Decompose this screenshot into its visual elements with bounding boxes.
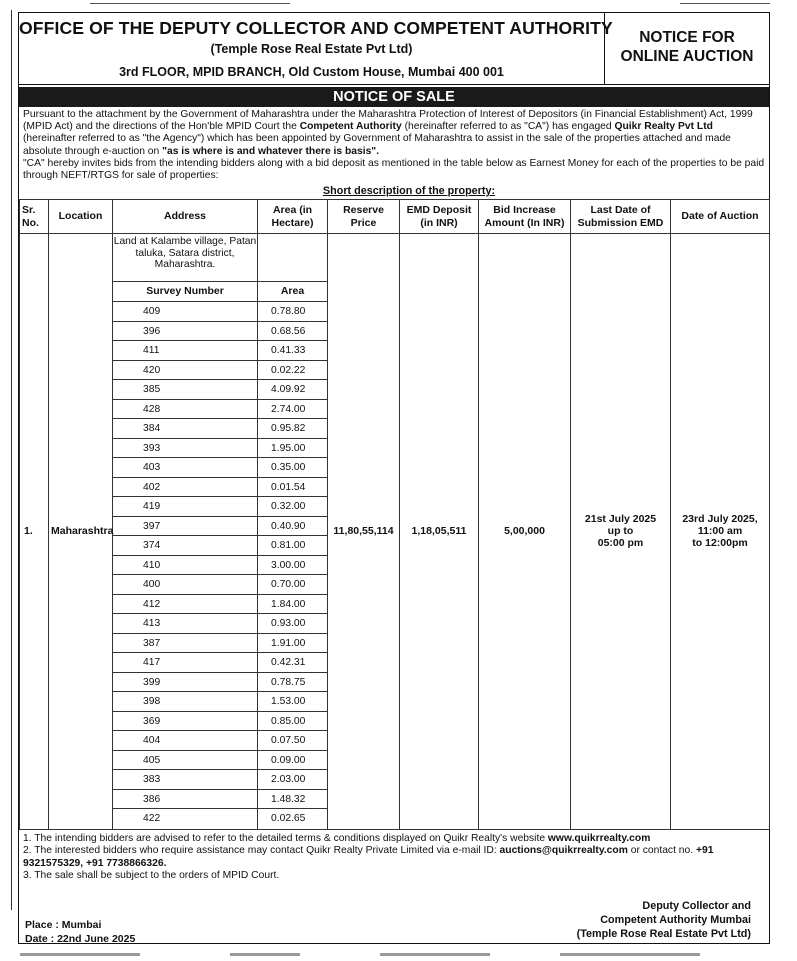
survey-number-list bbox=[113, 302, 257, 829]
bottom-clipped-strip bbox=[0, 953, 797, 957]
col-location: Location bbox=[49, 200, 113, 234]
office-address: 3rd FLOOR, MPID BRANCH, Old Custom House, Mumbai 400 001 bbox=[119, 65, 504, 79]
survey-number: 398 bbox=[113, 692, 257, 712]
area-spacer bbox=[258, 234, 327, 282]
survey-number: 410 bbox=[113, 556, 257, 576]
survey-number: 419 bbox=[113, 497, 257, 517]
survey-number: 411 bbox=[113, 341, 257, 361]
clipped-rule bbox=[680, 0, 770, 4]
top-clipped-strip bbox=[0, 0, 797, 8]
signatory-line: (Temple Rose Real Estate Pvt Ltd) bbox=[576, 928, 751, 940]
cell-auction-date bbox=[671, 234, 770, 829]
survey-area: 0.41.33 bbox=[258, 341, 327, 361]
intro-bold: Quikr Realty Pvt Ltd bbox=[614, 121, 713, 133]
signatory-line: Deputy Collector and bbox=[642, 900, 751, 912]
note-2 bbox=[23, 845, 765, 870]
table-header-row bbox=[20, 200, 770, 234]
area-header: Area bbox=[258, 282, 327, 302]
survey-area: 1.95.00 bbox=[258, 439, 327, 459]
survey-area: 1.53.00 bbox=[258, 692, 327, 712]
cell-reserve: 11,80,55,114 bbox=[328, 234, 400, 829]
note-3: 3. The sale shall be subject to the orders of MPID Court. bbox=[23, 870, 280, 882]
cell-address bbox=[113, 234, 258, 829]
survey-area: 0.02.22 bbox=[258, 361, 327, 381]
cell-bid: 5,00,000 bbox=[479, 234, 571, 829]
note-text: 1. The intending bidders are advised to refer to the detailed terms & conditions displayed on Quikr Realty's website bbox=[23, 832, 548, 844]
cell-sr: 1. bbox=[20, 234, 49, 829]
survey-number: 409 bbox=[113, 302, 257, 322]
survey-area: 0.35.00 bbox=[258, 458, 327, 478]
contact-numbers: +91 9321575329, +91 7738866326. bbox=[23, 845, 714, 869]
col-emd: EMD Deposit (in INR) bbox=[400, 200, 479, 234]
intro-bold: "as is where is and whatever there is basis". bbox=[162, 145, 380, 157]
note-1 bbox=[23, 833, 765, 846]
survey-number: 399 bbox=[113, 673, 257, 693]
notice-of-sale-banner: NOTICE OF SALE bbox=[19, 87, 769, 107]
clipped-rule bbox=[230, 953, 300, 956]
signature-block bbox=[577, 899, 751, 941]
auction-date-line: 23rd July 2025, bbox=[682, 513, 758, 526]
survey-area: 0.07.50 bbox=[258, 731, 327, 751]
survey-area: 1.84.00 bbox=[258, 595, 327, 615]
survey-number: 396 bbox=[113, 322, 257, 342]
survey-number: 417 bbox=[113, 653, 257, 673]
clipped-rule bbox=[90, 0, 290, 4]
website-link[interactable]: www.quikrrealty.com bbox=[547, 832, 651, 844]
survey-number: 428 bbox=[113, 400, 257, 420]
survey-number: 369 bbox=[113, 712, 257, 732]
col-sr: Sr. No. bbox=[20, 200, 49, 234]
survey-number: 420 bbox=[113, 361, 257, 381]
notice-type-line: NOTICE FOR bbox=[639, 29, 735, 46]
office-block bbox=[19, 13, 613, 85]
survey-number: 413 bbox=[113, 614, 257, 634]
survey-number: 393 bbox=[113, 439, 257, 459]
last-date-line: 21st July 2025 bbox=[584, 513, 657, 526]
address-intro: Land at Kalambe village, Patan taluka, Satara district, Maharashtra. bbox=[113, 234, 257, 282]
note-text: or contact no. bbox=[627, 845, 696, 857]
survey-number: 400 bbox=[113, 575, 257, 595]
notice-type-line: ONLINE AUCTION bbox=[620, 48, 754, 65]
survey-area: 0.93.00 bbox=[258, 614, 327, 634]
survey-area: 0.68.56 bbox=[258, 322, 327, 342]
survey-area: 2.03.00 bbox=[258, 770, 327, 790]
survey-number: 422 bbox=[143, 813, 161, 825]
survey-number: 404 bbox=[113, 731, 257, 751]
survey-number: 397 bbox=[113, 517, 257, 537]
survey-number-header: Survey Number bbox=[113, 282, 257, 302]
col-last-date: Last Date of Submission EMD bbox=[571, 200, 671, 234]
email-link[interactable]: auctions@quikrrealty.com bbox=[499, 845, 628, 857]
last-date-line: 05:00 pm bbox=[597, 537, 644, 550]
survey-number: 387 bbox=[113, 634, 257, 654]
cell-area bbox=[258, 234, 328, 829]
survey-area: 3.00.00 bbox=[258, 556, 327, 576]
signatory-line: Competent Authority Mumbai bbox=[600, 914, 751, 926]
cell-location: Maharashtra bbox=[49, 234, 113, 829]
survey-area: 0.70.00 bbox=[258, 575, 327, 595]
survey-number: 405 bbox=[113, 751, 257, 771]
survey-number: 386 bbox=[113, 790, 257, 810]
auction-notice bbox=[18, 12, 770, 944]
survey-area: 1.48.32 bbox=[258, 790, 327, 810]
clipped-rule bbox=[560, 953, 700, 956]
survey-area: 0.01.54 bbox=[258, 478, 327, 498]
survey-number: 385 bbox=[113, 380, 257, 400]
cell-emd: 1,18,05,511 bbox=[400, 234, 479, 829]
office-subtitle: (Temple Rose Real Estate Pvt Ltd) bbox=[210, 42, 413, 56]
place: Place : Mumbai bbox=[25, 919, 102, 931]
survey-area: 0.85.00 bbox=[258, 712, 327, 732]
clipped-rule bbox=[20, 953, 140, 956]
office-title: OFFICE OF THE DEPUTY COLLECTOR AND COMPETENT AUTHORITY bbox=[19, 18, 613, 38]
invite-paragraph: "CA" hereby invites bids from the intending bidders along with a bid deposit as mentioned in the table below as Earnest Money for each of the properties to be paid through NEFT/RTGS for sale of properties: bbox=[23, 157, 765, 182]
adjacent-column-edge bbox=[0, 10, 12, 910]
auction-date-line: to 12:00pm bbox=[692, 537, 748, 550]
survey-area: 0.40.90 bbox=[258, 517, 327, 537]
survey-area: 0.32.00 bbox=[258, 497, 327, 517]
col-bid: Bid Increase Amount (In INR) bbox=[479, 200, 571, 234]
intro-text: (hereinafter referred to as "CA") has engaged bbox=[401, 121, 615, 133]
cell-last-date bbox=[571, 234, 671, 829]
col-address: Address bbox=[113, 200, 258, 234]
survey-number: 384 bbox=[113, 419, 257, 439]
place-date-block bbox=[25, 918, 135, 946]
survey-number: 402 bbox=[113, 478, 257, 498]
intro-bold: Competent Authority bbox=[299, 121, 402, 133]
property-table bbox=[19, 199, 770, 829]
notice-header bbox=[19, 13, 769, 85]
notice-type-box bbox=[605, 13, 769, 85]
survey-area: 1.91.00 bbox=[258, 634, 327, 654]
last-date-line: up to bbox=[607, 525, 634, 538]
survey-area: 0.02.65 bbox=[271, 813, 306, 825]
table-row bbox=[20, 234, 770, 829]
auction-date-line: 11:00 am bbox=[697, 525, 743, 538]
col-reserve: Reserve Price bbox=[328, 200, 400, 234]
date: Date : 22nd June 2025 bbox=[25, 933, 136, 945]
note-text: 2. The interested bidders who require assistance may contact Quikr Realty Private Limited via e-mail ID: bbox=[23, 845, 500, 857]
clipped-rule bbox=[380, 953, 490, 956]
survey-area: 4.09.92 bbox=[258, 380, 327, 400]
survey-area: 0.42.31 bbox=[258, 653, 327, 673]
survey-area: 0.09.00 bbox=[258, 751, 327, 771]
col-area: Area (in Hectare) bbox=[258, 200, 328, 234]
survey-area: 0.95.82 bbox=[258, 419, 327, 439]
survey-area: 2.74.00 bbox=[258, 400, 327, 420]
survey-number: 412 bbox=[113, 595, 257, 615]
survey-number: 403 bbox=[113, 458, 257, 478]
short-description-heading: Short description of the property: bbox=[322, 185, 496, 198]
survey-number: 374 bbox=[113, 536, 257, 556]
survey-area: 0.78.75 bbox=[258, 673, 327, 693]
intro-text: Pursuant to the attachment by the Government of Maharashtra under the Maharashtra Protection of Interest of Depositors (in Financial Establishment) Act, 1999 (MPID Act) and the directions of the Hon'ble MPID Court the bbox=[23, 109, 753, 133]
survey-area: 0.78.80 bbox=[258, 302, 327, 322]
survey-number: 383 bbox=[113, 770, 257, 790]
survey-area: 0.81.00 bbox=[258, 536, 327, 556]
intro-text: (hereinafter referred to as "the Agency") which has been appointed by Government of Maharashtra to assist in the sale of the properties attached and made absolute through e-auction on bbox=[23, 133, 731, 157]
intro-paragraph bbox=[19, 107, 769, 158]
area-list bbox=[258, 302, 327, 829]
col-auction-date: Date of Auction bbox=[671, 200, 770, 234]
notes bbox=[19, 830, 769, 883]
